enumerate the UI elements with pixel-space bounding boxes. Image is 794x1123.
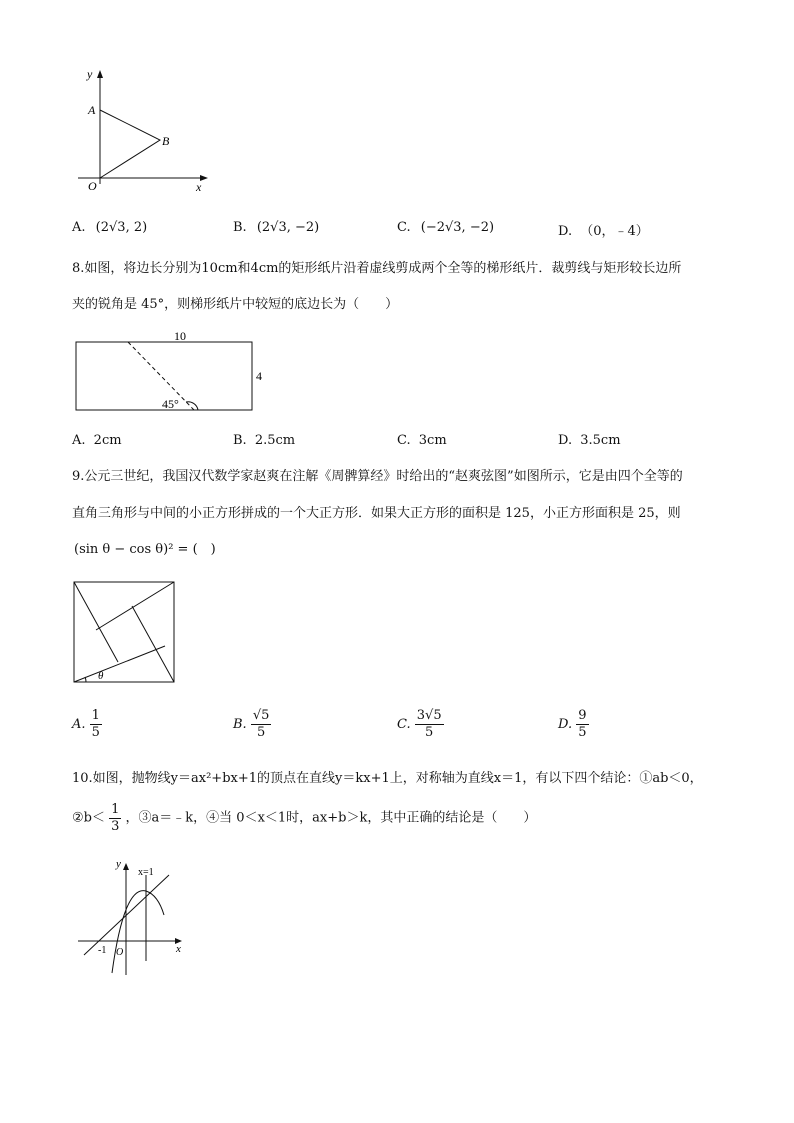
q9-option-b-numerator: √5	[252, 708, 270, 723]
q10-text-line1: 10.如图，抛物线y＝ax²+bx+1的顶点在直线y＝kx+1上，对称轴为直线x＝1，有以下四个结论：①ab＜0，	[72, 771, 703, 786]
q8-option-d	[558, 433, 621, 448]
q7-y-arrow	[97, 70, 103, 78]
q9-option-d-fraction	[576, 708, 588, 741]
q9-option-d-label: D.	[558, 717, 573, 732]
q7-label-y: y	[87, 67, 93, 81]
q10-parabola	[112, 891, 164, 973]
q7-label-o: O	[88, 179, 97, 193]
q7-triangle	[100, 110, 160, 178]
q8-option-c-value: 3cm	[418, 433, 447, 448]
q9-big-square	[74, 582, 174, 682]
q9-text-line3: (sin θ − cos θ)² = ( )	[74, 542, 216, 557]
q10-label-neg1: -1	[98, 945, 107, 956]
q8-option-a-label: A.	[72, 433, 86, 448]
q7-coordinate-figure	[70, 62, 220, 197]
q7-option-c	[397, 220, 494, 235]
q8-option-b	[233, 433, 295, 448]
q9-option-d-numerator: 9	[578, 708, 587, 723]
q7-option-d-value: （0，﹣4）	[580, 224, 649, 239]
q9-option-b	[233, 708, 271, 741]
q8-label-top: 10	[174, 329, 186, 343]
q9-option-c-numerator: 3√5	[416, 708, 442, 723]
q7-label-x: x	[196, 180, 202, 194]
q9-text-line2: 直角三角形与中间的小正方形拼成的一个大正方形．如果大正方形的面积是 125，小正方形面积是 25，则	[72, 506, 681, 521]
q9-option-a-numerator: 1	[91, 708, 100, 723]
q8-option-c	[397, 433, 447, 448]
q10-label-x1: x=1	[138, 867, 154, 878]
q9-option-b-fraction	[251, 708, 272, 741]
q10-label-x: x	[176, 943, 181, 955]
q7-option-a-label: A.	[72, 220, 86, 235]
q9-option-a-label: A.	[72, 717, 86, 732]
q10-fraction-denominator: 3	[111, 819, 120, 834]
q8-label-angle: 45°	[162, 397, 179, 411]
q10-parabola-figure	[74, 855, 194, 980]
q8-option-b-value: 2.5cm	[254, 433, 296, 448]
q8-text-line2: 夹的锐角是 45°，则梯形纸片中较短的底边长为（ ）	[72, 297, 399, 312]
q8-cut-line	[128, 342, 194, 410]
q9-option-c-denominator: 5	[425, 725, 434, 740]
q9-line-2	[132, 606, 174, 682]
q9-option-b-denominator: 5	[256, 725, 266, 740]
q9-option-c-fraction	[415, 708, 444, 741]
q9-option-d	[558, 708, 589, 741]
q8-label-right: 4	[256, 369, 262, 383]
q8-option-a	[72, 433, 122, 448]
q8-option-a-value: 2cm	[93, 433, 122, 448]
q8-option-d-label: D.	[558, 433, 573, 448]
q9-zhaoshuang-figure	[70, 578, 180, 686]
q7-label-a: A	[88, 103, 96, 117]
q9-line-4	[74, 582, 118, 662]
q9-line-1	[74, 646, 165, 682]
q10-fraction	[109, 802, 121, 835]
q10-line2-pre: ②b＜	[72, 810, 105, 826]
q7-label-b: B	[162, 134, 170, 148]
q9-line-3	[96, 582, 174, 630]
q10-fraction-numerator: 1	[111, 802, 120, 817]
q8-rectangle-figure	[70, 328, 280, 416]
q10-line2-post: ，③a＝﹣k，④当 0＜x＜1时，ax+b＞k，其中正确的结论是（ ）	[125, 810, 537, 826]
q9-option-c	[397, 708, 444, 741]
q8-option-d-value: 3.5cm	[580, 433, 621, 448]
q8-text-line1: 8.如图，将边长分别为10cm和4cm的矩形纸片沿着虚线剪成两个全等的梯形纸片．裁剪线与矩形较长边所	[72, 261, 682, 276]
q10-label-o: O	[116, 947, 124, 958]
q9-option-d-denominator: 5	[578, 725, 587, 740]
q7-option-c-value: (−2√3, −2)	[420, 220, 495, 235]
q7-option-a	[72, 220, 147, 235]
q9-label-theta: θ	[98, 670, 104, 682]
q9-option-a	[72, 708, 102, 741]
q7-option-b	[233, 220, 319, 235]
q9-option-b-label: B.	[233, 717, 247, 732]
q10-label-y: y	[116, 858, 121, 870]
q10-y-arrow	[123, 863, 129, 870]
q7-option-c-label: C.	[397, 220, 411, 235]
q7-option-a-value: (2√3, 2)	[95, 220, 148, 235]
q8-option-c-label: C.	[397, 433, 411, 448]
q9-option-a-fraction	[90, 708, 102, 741]
q7-option-b-value: (2√3, −2)	[256, 220, 320, 235]
q10-text-line2	[72, 802, 536, 835]
q9-option-c-label: C.	[397, 717, 411, 732]
q7-option-d	[558, 220, 649, 239]
q7-option-b-label: B.	[233, 220, 247, 235]
q7-option-d-label: D.	[558, 224, 573, 239]
q9-text-line1: 9.公元三世纪，我国汉代数学家赵爽在注解《周髀算经》时给出的“赵爽弦图”如图所示，它是由四个全等的	[72, 469, 683, 484]
q9-option-a-denominator: 5	[91, 725, 100, 740]
q8-option-b-label: B.	[233, 433, 247, 448]
